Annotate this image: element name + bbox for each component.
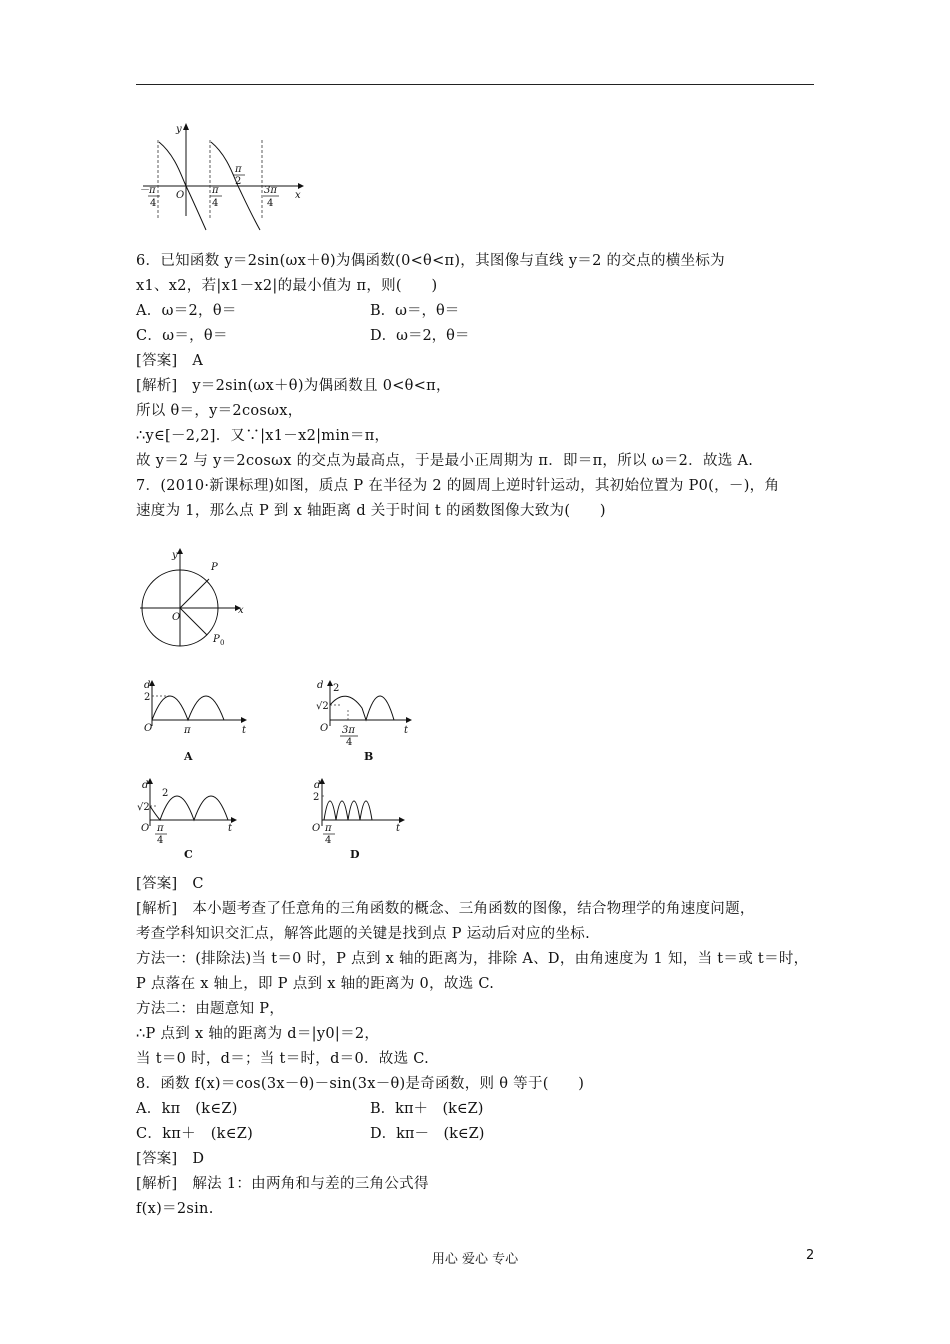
header-rule (136, 84, 814, 85)
graph-d-four: 4 (325, 835, 332, 846)
graph-d-two: 2 (313, 792, 320, 803)
q6-analysis-3: ∴y∈[－2,2]．又∵|x1－x2|min＝π， (136, 428, 390, 444)
circle-y-label: y (172, 550, 178, 561)
graph-c (136, 776, 251, 866)
q7-method2-b: ∴P 点到 x 轴的距离为 d＝|y0|＝2， (136, 1026, 380, 1042)
q8-option-b: B．kπ＋ (k∈Z) (370, 1101, 484, 1117)
graph-d (304, 776, 419, 866)
q7-analysis-2: 考查学科知识交汇点，解答此题的关键是找到点 P 运动后对应的坐标. (136, 926, 590, 942)
graph-b-d-label: d (317, 680, 324, 691)
graph-c-root2: √2 (137, 802, 150, 813)
graph-b-label: B (364, 750, 374, 763)
tan-four-b: 4 (267, 198, 274, 209)
graph-b-origin: O (320, 723, 329, 734)
page-footer: 用心 爱心 专心 (431, 1252, 519, 1267)
graph-b-four: 4 (346, 737, 353, 748)
q6-option-d: D．ω＝2，θ＝ (370, 328, 470, 344)
graph-a-origin: O (144, 723, 153, 734)
circle-origin-label: O (172, 612, 181, 623)
graph-a-t-label: t (242, 725, 247, 736)
tan-four: 4 (212, 198, 219, 209)
q6-stem-2: x1、x2，若|x1－x2|的最小值为 π，则( ) (136, 278, 438, 294)
circle-p0-subscript: 0 (220, 639, 225, 647)
q7-stem-2: 速度为 1，那么点 P 到 x 轴距离 d 关于时间 t 的函数图像大致为( ) (136, 503, 606, 519)
q8-answer: [答案] D (136, 1151, 205, 1167)
circle-figure (138, 546, 258, 656)
graph-c-four: 4 (157, 835, 164, 846)
tan-neg-pi: π (149, 185, 156, 196)
graph-d-label: D (350, 848, 360, 861)
graph-c-two: 2 (162, 788, 169, 799)
q6-analysis-4: 故 y＝2 与 y＝2cosωx 的交点为最高点，于是最小正周期为 π．即＝π，所以 ω＝2．故选 A. (136, 453, 754, 469)
tan-three-pi: 3π (264, 185, 277, 196)
tan-origin-label: O (176, 190, 185, 201)
graph-b (312, 678, 427, 768)
q7-method1-a: 方法一：(排除法)当 t＝0 时，P 点到 x 轴的距离为，排除 A、D，由角速度为 1 知，当 t＝或 t＝时， (136, 951, 809, 967)
q7-method2-c: 当 t＝0 时，d＝；当 t＝时，d＝0．故选 C. (136, 1051, 430, 1067)
q7-method1-b: P 点落在 x 轴上，即 P 点到 x 轴的距离为 0，故选 C. (136, 976, 495, 992)
q7-method2-a: 方法二：由题意知 P， (136, 1001, 285, 1017)
graph-a-label: A (184, 750, 193, 763)
graph-a (142, 678, 257, 768)
graph-b-three-pi: 3π (342, 725, 355, 736)
tan-pi: π (212, 185, 219, 196)
q8-option-d: D．kπ－ (k∈Z) (370, 1126, 485, 1142)
q7-answer: [答案] C (136, 876, 204, 892)
circle-p0-label: P (213, 634, 220, 645)
q6-analysis-1: [解析] y＝2sin(ωx＋θ)为偶函数且 0<θ<π， (136, 378, 451, 394)
graph-d-origin: O (312, 823, 321, 834)
circle-p-label: P (211, 562, 218, 573)
q6-option-b: B．ω＝，θ＝ (370, 303, 460, 319)
graph-b-two: 2 (333, 683, 340, 694)
q8-analysis-1: [解析] 解法 1：由两角和与差的三角公式得 (136, 1176, 429, 1192)
graph-d-pi: π (325, 823, 332, 834)
q6-analysis-2: 所以 θ＝，y＝2cosωx， (136, 403, 303, 419)
graph-a-d-label: d (144, 680, 151, 691)
graph-c-label: C (184, 848, 193, 861)
graph-b-t-label: t (404, 725, 409, 736)
graph-a-two: 2 (144, 692, 151, 703)
q6-option-a: A．ω＝2，θ＝ (136, 303, 237, 319)
q8-analysis-2: f(x)＝2sin. (136, 1201, 214, 1217)
graph-d-t-label: t (396, 823, 401, 834)
tan-neg-four: 4 (150, 198, 157, 209)
q6-answer: [答案] A (136, 353, 204, 369)
graph-c-origin: O (141, 823, 150, 834)
graph-b-root2: √2 (316, 701, 329, 712)
circle-x-label: x (238, 605, 244, 616)
tan-x-label: x (295, 190, 301, 201)
q6-stem-1: 6．已知函数 y＝2sin(ωx＋θ)为偶函数(0<θ<π)，其图像与直线 y＝2 的交点的横坐标为 (136, 253, 725, 269)
graph-c-t-label: t (228, 823, 233, 834)
tan-neg-minus: － (140, 185, 150, 196)
q6-option-c: C．ω＝，θ＝ (136, 328, 228, 344)
tan-pi-top: π (235, 164, 242, 175)
q7-analysis-1: [解析] 本小题考查了任意角的三角函数的概念、三角函数的图像，结合物理学的角速度问题， (136, 901, 755, 917)
tan-y-label: y (176, 124, 182, 135)
graph-c-d-label: d (142, 780, 149, 791)
graph-c-pi: π (157, 823, 164, 834)
q8-option-a: A．kπ (k∈Z) (136, 1101, 238, 1117)
graph-a-pi: π (184, 725, 191, 736)
q8-stem: 8．函数 f(x)＝cos(3x－θ)－sin(3x－θ)是奇函数，则 θ 等于( ) (136, 1076, 585, 1092)
page-number: 2 (806, 1248, 815, 1263)
graph-d-d-label: d (314, 780, 321, 791)
q8-option-c: C．kπ＋ (k∈Z) (136, 1126, 254, 1142)
tan-graph-figure (138, 120, 308, 220)
q7-stem-1: 7．(2010·新课标理)如图，质点 P 在半径为 2 的圆周上逆时针运动，其初始位置为 P0(，－)，角 (136, 478, 780, 494)
tan-two: 2 (235, 176, 242, 187)
